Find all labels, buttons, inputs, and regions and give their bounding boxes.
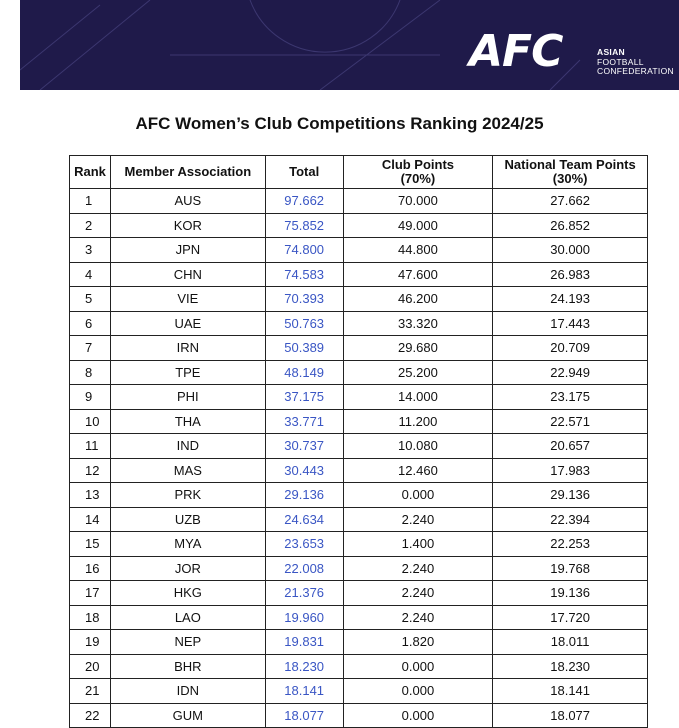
total-cell: 30.737 <box>265 434 343 459</box>
total-cell: 19.831 <box>265 630 343 655</box>
table-row <box>70 434 648 459</box>
club-points-cell: 33.320 <box>343 311 493 336</box>
table-row <box>70 654 648 679</box>
table-row <box>70 238 648 263</box>
club-points-cell: 12.460 <box>343 458 493 483</box>
table-body <box>70 189 648 728</box>
national-team-points-cell: 24.193 <box>493 287 648 312</box>
total-cell: 97.662 <box>265 189 343 214</box>
national-team-points-cell: 22.571 <box>493 409 648 434</box>
table-row <box>70 458 648 483</box>
table-row <box>70 287 648 312</box>
rank-cell: 2 <box>70 213 111 238</box>
rank-cell: 7 <box>70 336 111 361</box>
rank-cell: 13 <box>70 483 111 508</box>
national-team-points-cell: 17.720 <box>493 605 648 630</box>
total-cell: 21.376 <box>265 581 343 606</box>
national-team-points-cell: 22.253 <box>493 532 648 557</box>
rank-cell: 12 <box>70 458 111 483</box>
total-cell: 75.852 <box>265 213 343 238</box>
total-cell: 70.393 <box>265 287 343 312</box>
club-points-cell: 0.000 <box>343 654 493 679</box>
rank-cell: 11 <box>70 434 111 459</box>
club-points-cell: 47.600 <box>343 262 493 287</box>
col-header-national-team-points: National Team Points (30%) <box>493 156 648 189</box>
table-row <box>70 703 648 728</box>
rank-cell: 1 <box>70 189 111 214</box>
national-team-points-cell: 17.983 <box>493 458 648 483</box>
national-team-points-cell: 17.443 <box>493 311 648 336</box>
table-header-row <box>70 156 648 189</box>
table-row <box>70 630 648 655</box>
club-points-cell: 2.240 <box>343 605 493 630</box>
club-points-cell: 10.080 <box>343 434 493 459</box>
total-cell: 50.763 <box>265 311 343 336</box>
national-team-points-cell: 19.136 <box>493 581 648 606</box>
club-points-cell: 1.400 <box>343 532 493 557</box>
table-row <box>70 262 648 287</box>
club-points-cell: 70.000 <box>343 189 493 214</box>
rank-cell: 22 <box>70 703 111 728</box>
member-association-cell: MYA <box>110 532 265 557</box>
total-cell: 18.141 <box>265 679 343 704</box>
national-team-points-cell: 29.136 <box>493 483 648 508</box>
table-row <box>70 605 648 630</box>
table-row <box>70 507 648 532</box>
club-points-cell: 2.240 <box>343 581 493 606</box>
member-association-cell: TPE <box>110 360 265 385</box>
member-association-cell: PHI <box>110 385 265 410</box>
rank-cell: 8 <box>70 360 111 385</box>
total-cell: 22.008 <box>265 556 343 581</box>
national-team-points-cell: 19.768 <box>493 556 648 581</box>
member-association-cell: HKG <box>110 581 265 606</box>
member-association-cell: BHR <box>110 654 265 679</box>
club-points-cell: 11.200 <box>343 409 493 434</box>
member-association-cell: PRK <box>110 483 265 508</box>
member-association-cell: MAS <box>110 458 265 483</box>
national-team-points-cell: 30.000 <box>493 238 648 263</box>
ranking-table <box>69 155 648 728</box>
total-cell: 48.149 <box>265 360 343 385</box>
rank-cell: 18 <box>70 605 111 630</box>
club-points-cell: 29.680 <box>343 336 493 361</box>
member-association-cell: THA <box>110 409 265 434</box>
total-cell: 50.389 <box>265 336 343 361</box>
club-points-cell: 14.000 <box>343 385 493 410</box>
rank-cell: 15 <box>70 532 111 557</box>
total-cell: 30.443 <box>265 458 343 483</box>
rank-cell: 5 <box>70 287 111 312</box>
table-row <box>70 336 648 361</box>
total-cell: 74.583 <box>265 262 343 287</box>
national-team-points-cell: 18.230 <box>493 654 648 679</box>
national-team-points-cell: 18.011 <box>493 630 648 655</box>
member-association-cell: KOR <box>110 213 265 238</box>
col-header-club-points: Club Points (70%) <box>343 156 493 189</box>
total-cell: 24.634 <box>265 507 343 532</box>
header-banner <box>20 0 679 90</box>
rank-cell: 4 <box>70 262 111 287</box>
rank-cell: 9 <box>70 385 111 410</box>
rank-cell: 16 <box>70 556 111 581</box>
rank-cell: 10 <box>70 409 111 434</box>
club-points-cell: 0.000 <box>343 703 493 728</box>
afc-logo-text <box>597 48 674 77</box>
national-team-points-cell: 26.983 <box>493 262 648 287</box>
member-association-cell: IDN <box>110 679 265 704</box>
rank-cell: 21 <box>70 679 111 704</box>
table-row <box>70 409 648 434</box>
national-team-points-cell: 27.662 <box>493 189 648 214</box>
member-association-cell: JPN <box>110 238 265 263</box>
club-points-cell: 2.240 <box>343 556 493 581</box>
rank-cell: 14 <box>70 507 111 532</box>
table-row <box>70 532 648 557</box>
club-points-cell: 0.000 <box>343 483 493 508</box>
member-association-cell: UAE <box>110 311 265 336</box>
table-row <box>70 189 648 214</box>
table-row <box>70 385 648 410</box>
club-points-cell: 0.000 <box>343 679 493 704</box>
rank-cell: 19 <box>70 630 111 655</box>
club-points-cell: 2.240 <box>343 507 493 532</box>
national-team-points-cell: 22.949 <box>493 360 648 385</box>
table-row <box>70 581 648 606</box>
total-cell: 37.175 <box>265 385 343 410</box>
national-team-points-cell: 20.657 <box>493 434 648 459</box>
national-team-points-cell: 18.077 <box>493 703 648 728</box>
member-association-cell: UZB <box>110 507 265 532</box>
member-association-cell: NEP <box>110 630 265 655</box>
col-header-total: Total <box>265 156 343 189</box>
rank-cell: 6 <box>70 311 111 336</box>
table-row <box>70 556 648 581</box>
club-points-cell: 46.200 <box>343 287 493 312</box>
table-row <box>70 311 648 336</box>
club-points-cell: 49.000 <box>343 213 493 238</box>
member-association-cell: GUM <box>110 703 265 728</box>
national-team-points-cell: 26.852 <box>493 213 648 238</box>
table-row <box>70 213 648 238</box>
rank-cell: 3 <box>70 238 111 263</box>
afc-logo: AFC <box>469 26 563 77</box>
member-association-cell: AUS <box>110 189 265 214</box>
total-cell: 19.960 <box>265 605 343 630</box>
page-title: AFC Women’s Club Competitions Ranking 2024/25 <box>135 114 544 133</box>
member-association-cell: IRN <box>110 336 265 361</box>
total-cell: 18.230 <box>265 654 343 679</box>
logo-line-1: ASIAN <box>597 47 625 57</box>
national-team-points-cell: 23.175 <box>493 385 648 410</box>
col-header-member-association: Member Association <box>110 156 265 189</box>
rank-cell: 20 <box>70 654 111 679</box>
total-cell: 23.653 <box>265 532 343 557</box>
table-row <box>70 360 648 385</box>
total-cell: 33.771 <box>265 409 343 434</box>
national-team-points-cell: 20.709 <box>493 336 648 361</box>
total-cell: 29.136 <box>265 483 343 508</box>
banner-field-lines <box>20 0 679 90</box>
national-team-points-cell: 22.394 <box>493 507 648 532</box>
member-association-cell: IND <box>110 434 265 459</box>
total-cell: 18.077 <box>265 703 343 728</box>
member-association-cell: JOR <box>110 556 265 581</box>
member-association-cell: CHN <box>110 262 265 287</box>
member-association-cell: VIE <box>110 287 265 312</box>
table-row <box>70 483 648 508</box>
table-row <box>70 679 648 704</box>
national-team-points-cell: 18.141 <box>493 679 648 704</box>
club-points-cell: 25.200 <box>343 360 493 385</box>
col-header-rank: Rank <box>70 156 111 189</box>
logo-line-2: FOOTBALL <box>597 56 644 67</box>
total-cell: 74.800 <box>265 238 343 263</box>
club-points-cell: 1.820 <box>343 630 493 655</box>
rank-cell: 17 <box>70 581 111 606</box>
club-points-cell: 44.800 <box>343 238 493 263</box>
member-association-cell: LAO <box>110 605 265 630</box>
logo-line-3: CONFEDERATION <box>597 66 674 76</box>
